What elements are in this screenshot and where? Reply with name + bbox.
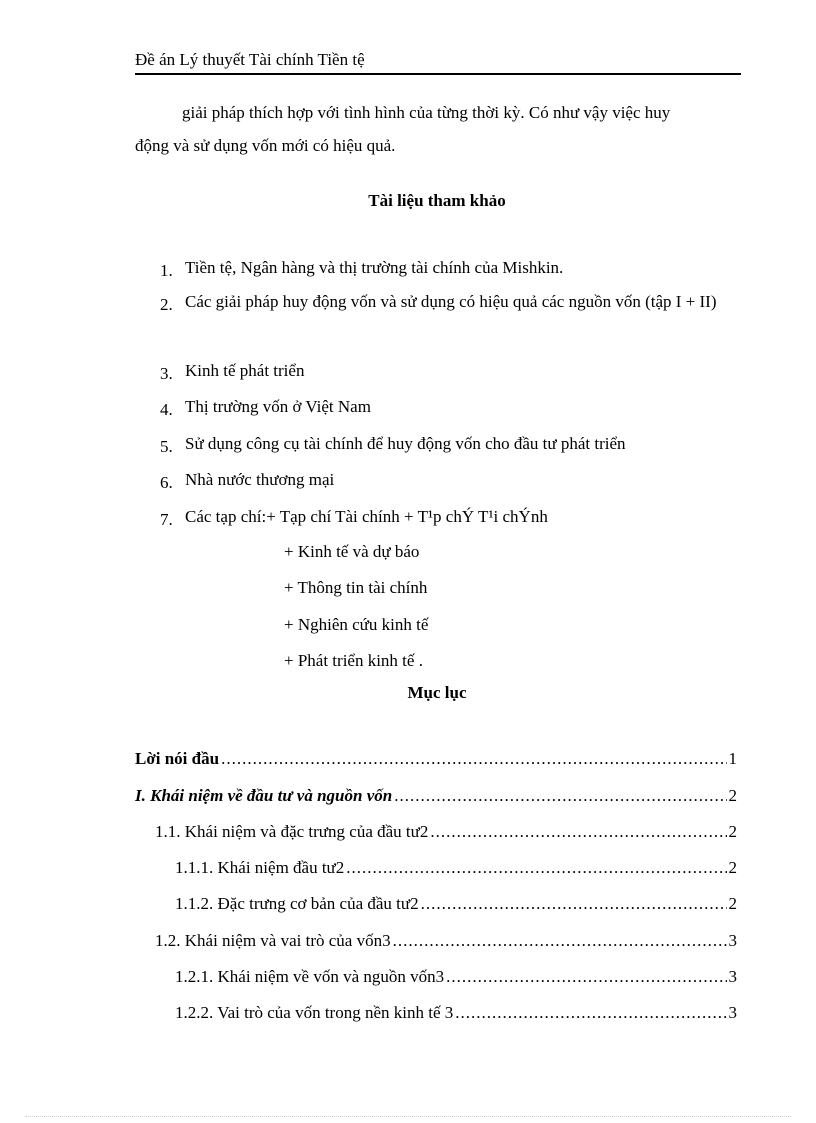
toc-leader-dots <box>393 929 727 953</box>
toc-entry-page: 3 <box>728 931 737 950</box>
toc-entry-page: 2 <box>728 786 737 805</box>
reference-text: Sử dụng công cụ tài chính để huy động vốn cho đầu tư phát triển <box>185 434 626 453</box>
journal-sub-item: + Phát triển kinh tế . <box>284 651 423 670</box>
journal-sub-item: + Kinh tế và dự báo <box>284 542 420 561</box>
toc-entry-label: Lời nói đầu <box>135 749 220 768</box>
toc-entry[interactable] <box>155 929 737 953</box>
toc-entry[interactable] <box>175 892 737 916</box>
toc-entry-page: 1 <box>728 749 737 768</box>
toc-entry-page: 3 <box>728 967 737 986</box>
journal-sub-item: + Thông tin tài chính <box>284 578 428 597</box>
references-title: Tài liệu tham khảo <box>368 191 506 210</box>
reference-text: Thị trường vốn ở Việt Nam <box>185 397 371 416</box>
toc-entry[interactable] <box>175 1001 737 1025</box>
toc-leader-dots <box>421 892 727 916</box>
toc-entry-label: 1.2.2. Vai trò của vốn trong nền kinh tế 3 <box>175 1003 454 1022</box>
toc-entry-label: 1.1.1. Khái niệm đầu tư2 <box>175 858 345 877</box>
toc-entry[interactable] <box>135 784 737 808</box>
reference-number: 2. <box>160 295 173 314</box>
reference-text: Nhà nước thương mại <box>185 470 335 489</box>
toc-title: Mục lục <box>407 683 467 702</box>
toc-entry[interactable] <box>175 965 737 989</box>
toc-leader-dots <box>346 856 726 880</box>
toc-entry-page: 3 <box>728 1003 737 1022</box>
toc-leader-dots <box>394 784 726 808</box>
intro-paragraph <box>135 96 739 162</box>
reference-number: 3. <box>160 364 173 383</box>
toc-entry-label: 1.2.1. Khái niệm về vốn và nguồn vốn3 <box>175 967 445 986</box>
page-bottom-divider <box>25 1116 791 1117</box>
toc-entry-page: 2 <box>728 822 737 841</box>
toc-leader-dots <box>221 747 726 771</box>
reference-text: Các giải pháp huy động vốn và sử dụng có hiệu quả các nguồn vốn (tập I + II) <box>185 292 717 311</box>
reference-text: Các tạp chí:+ Tạp chí Tài chính + T¹p chÝ T¹i chÝnh <box>185 507 548 526</box>
reference-number: 6. <box>160 473 173 492</box>
reference-text: Kinh tế phát triển <box>185 361 305 380</box>
toc-leader-dots <box>455 1001 726 1025</box>
toc-entry-label: I. Khái niệm về đầu tư và nguồn vốn <box>135 786 393 805</box>
toc-entry-page: 2 <box>728 894 737 913</box>
page-header: Đề án Lý thuyết Tài chính Tiền tệ <box>135 48 741 75</box>
toc-entry[interactable] <box>135 747 737 771</box>
toc-entry-label: 1.1.2. Đặc trưng cơ bản của đầu tư2 <box>175 894 419 913</box>
reference-number: 1. <box>160 261 173 280</box>
reference-text: Tiền tệ, Ngân hàng và thị trường tài chính của Mishkin. <box>185 258 564 277</box>
toc-entry[interactable] <box>155 820 737 844</box>
toc-leader-dots <box>430 820 726 844</box>
toc-leader-dots <box>446 965 726 989</box>
reference-number: 4. <box>160 400 173 419</box>
intro-line-2: động và sử dụng vốn mới có hiệu quả. <box>135 136 396 155</box>
journal-sub-item: + Nghiên cứu kinh tế <box>284 615 429 634</box>
intro-line-1: giải pháp thích hợp với tình hình của từng thời kỳ. Có như vậy việc huy <box>182 103 671 122</box>
toc-entry-label: 1.1. Khái niệm và đặc trưng của đầu tư2 <box>155 822 429 841</box>
toc-entry-page: 2 <box>728 858 737 877</box>
reference-number: 5. <box>160 437 173 456</box>
reference-number: 7. <box>160 510 173 529</box>
toc-entry-label: 1.2. Khái niệm và vai trò của vốn3 <box>155 931 391 950</box>
toc-entry[interactable] <box>175 856 737 880</box>
